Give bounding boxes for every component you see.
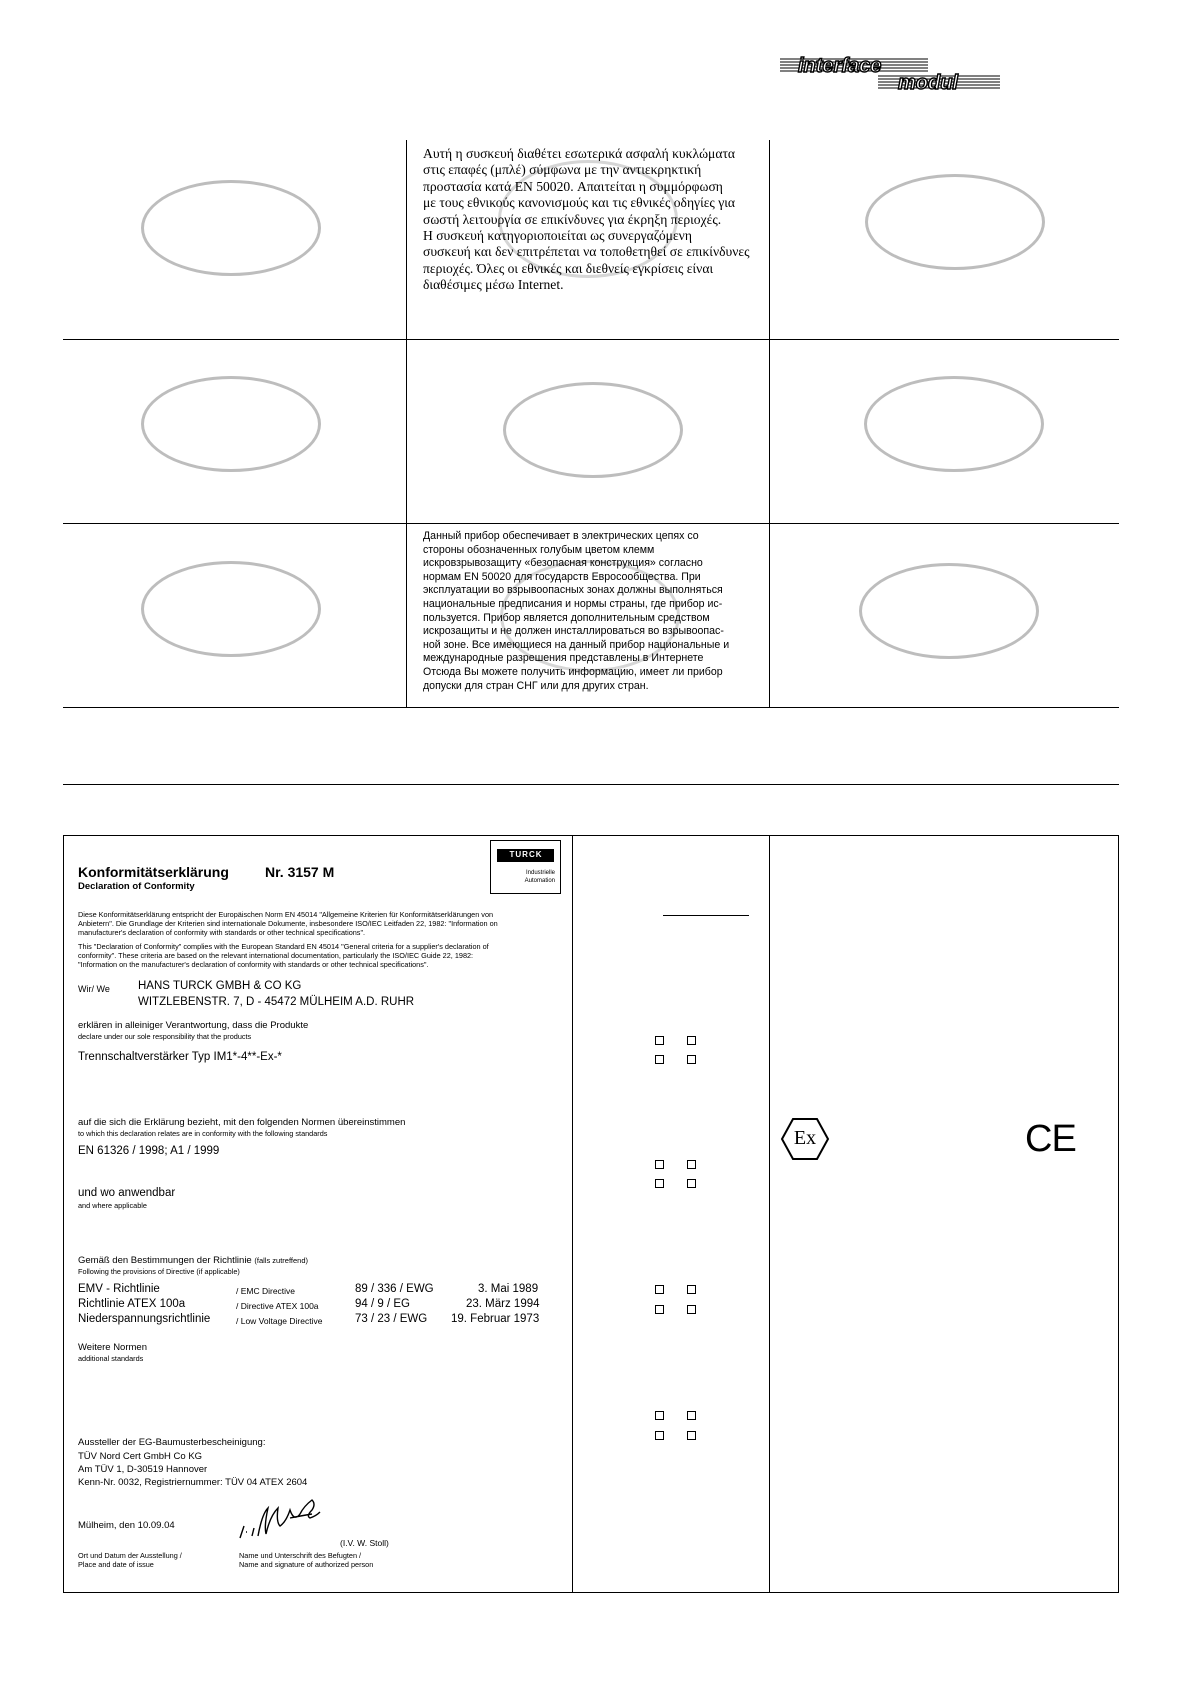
further-standards-english: additional standards xyxy=(78,1354,144,1363)
intro-german: Diese Konformitätserklärung entspricht der Europäischen Norm EN 45014 "Allgemeine Kriterien für Konformitätserklärungen von Anbietern". Die Grundlage der Kriterien sind internationale Dokumente, insbesondere ISO/IEC Leitfaden 22, 1982: "Information on manufacturer's declaration of conformity with standards or other technical specifications". xyxy=(78,910,498,937)
svg-text:modul: modul xyxy=(898,72,958,92)
checkbox[interactable] xyxy=(655,1036,664,1045)
ce-mark: CE xyxy=(1025,1118,1076,1160)
grid-divider xyxy=(63,523,1119,524)
declaration-subtitle: Declaration of Conformity xyxy=(78,881,195,892)
checkbox[interactable] xyxy=(655,1160,664,1169)
placeholder-oval xyxy=(141,180,321,276)
applicable-english: and where applicable xyxy=(78,1201,147,1210)
placeholder-oval xyxy=(864,376,1044,472)
company-name: HANS TURCK GMBH & CO KG xyxy=(138,980,302,992)
product-type: Trennschaltverstärker Typ IM1*-4**-Ex-* xyxy=(78,1051,282,1063)
place-and-date: Mülheim, den 10.09.04 xyxy=(78,1520,175,1531)
directive-english: Following the provisions of Directive (if applicable) xyxy=(78,1267,240,1276)
checkbox[interactable] xyxy=(655,1431,664,1440)
interface-modul-logo xyxy=(778,52,1003,92)
checkbox[interactable] xyxy=(687,1160,696,1169)
checkbox[interactable] xyxy=(687,1179,696,1188)
company-address: WITZLEBENSTR. 7, D - 45472 MÜLHEIM A.D. RUHR xyxy=(138,996,415,1008)
signature xyxy=(236,1498,356,1546)
checkbox[interactable] xyxy=(687,1055,696,1064)
box-divider xyxy=(769,835,770,1593)
applicable-german: und wo anwendbar xyxy=(78,1187,176,1199)
standard-entry: EN 61326 / 1998; A1 / 1999 xyxy=(78,1145,220,1157)
turck-logo: TURCK Industrielle Automation xyxy=(490,840,561,894)
checkbox[interactable] xyxy=(655,1305,664,1314)
placeholder-oval xyxy=(141,561,321,657)
directive-german: Gemäß den Bestimmungen der Richtlinie (falls zutreffend) xyxy=(78,1255,308,1266)
declare-english: declare under our sole responsibility that the products xyxy=(78,1032,252,1041)
name-label: Name und Unterschrift des Befugten / Name and signature of authorized person xyxy=(239,1551,374,1569)
placeholder-oval xyxy=(141,376,321,472)
grid-divider xyxy=(406,140,407,707)
standards-german: auf die sich die Erklärung bezieht, mit den folgenden Normen übereinstimmen xyxy=(78,1117,406,1128)
grid-divider xyxy=(63,784,1119,785)
checkbox[interactable] xyxy=(687,1411,696,1420)
underline-rule xyxy=(663,915,749,916)
signer-name: (I.V. W. Stoll) xyxy=(340,1538,389,1548)
checkbox[interactable] xyxy=(687,1036,696,1045)
placeholder-oval xyxy=(503,382,683,478)
grid-divider xyxy=(63,707,1119,708)
issuer-address: Am TÜV 1, D-30519 Hannover xyxy=(78,1464,208,1475)
russian-safety-notice: Данный прибор обеспечивает в электрических цепях со стороны обозначенных голубым цветом клемм искровзрывозащиту «безопасная конструкция» согласно нормам EN 50020 для государств Евросообщества. При эксплуатации во взрывоопасных зонах должны выполняться национальные предписания и нормы страны, где прибор ис- пользуется. Прибор является дополнительным средством искрозащиты и не должен инсталлироваться во взрывоопас- ной зоне. Все имеющиеся на данный прибор национальные и международные разрешения представлены в Интернете Отсюда Вы можете получить информацию, имеет ли прибор допуски для стран СНГ или для других стран. xyxy=(423,530,730,692)
checkbox[interactable] xyxy=(687,1431,696,1440)
checkbox[interactable] xyxy=(687,1285,696,1294)
we-label: Wir/ We xyxy=(78,984,110,994)
placeholder-oval xyxy=(859,563,1039,659)
standards-english: to which this declaration relates are in conformity with the following standards xyxy=(78,1129,328,1138)
grid-divider xyxy=(63,339,1119,340)
declaration-number: Nr. 3157 M xyxy=(265,864,335,880)
placeholder-oval xyxy=(865,174,1045,270)
issuer-name: TÜV Nord Cert GmbH Co KG xyxy=(78,1451,203,1462)
further-standards-german: Weitere Normen xyxy=(78,1342,147,1353)
ex-mark: Ex xyxy=(780,1117,830,1161)
box-divider xyxy=(572,835,573,1593)
place-label: Ort und Datum der Ausstellung / Place and date of issue xyxy=(78,1551,182,1569)
issuer-registration: Kenn-Nr. 0032, Registriernummer: TÜV 04 ATEX 2604 xyxy=(78,1477,308,1488)
svg-text:interface: interface xyxy=(798,55,882,77)
declare-german: erklären in alleiniger Verantwortung, dass die Produkte xyxy=(78,1020,309,1031)
checkbox[interactable] xyxy=(655,1055,664,1064)
checkbox[interactable] xyxy=(687,1305,696,1314)
greek-safety-notice: Αυτή η συσκευή διαθέτει εσωτερικά ασφαλή κυκλώματα στις επαφές (μπλέ) σύμφωνα με την αντιεκρηκτική προστασία κατά EN 50020. Απαιτείται η συμμόρφωση με τους εθνικούς κανονισμούς και τις εθνικές οδηγίες για σωστή λειτουργία σε επικίνδυνες για έκρηξη περιοχές. Η συσκευή κατηγοριοποιείται ως συνεργαζόμενη συσκευή και δεν επιτρέπεται να τοποθετηθεί σε επικίνδυνες περιοχές. Όλες οι εθνικές και διεθνείς εγκρίσεις είναι διαθέσιμες μέσω Internet. xyxy=(423,146,750,293)
declaration-title: Konformitätserklärung xyxy=(78,864,229,880)
issuer-label: Aussteller der EG-Baumusterbescheinigung: xyxy=(78,1437,266,1448)
checkbox[interactable] xyxy=(655,1411,664,1420)
grid-divider xyxy=(769,140,770,707)
checkbox[interactable] xyxy=(655,1285,664,1294)
intro-english: This "Declaration of Conformity" complies with the European Standard EN 45014 "General criteria for a supplier's declaration of conformity". These criteria are based on the relevant international documentation, particularly the ISO/IEC Guide 22, 1982: "Information on the manufacturer's declaration of conformity with standards or other technical specifications". xyxy=(78,942,489,969)
checkbox[interactable] xyxy=(655,1179,664,1188)
